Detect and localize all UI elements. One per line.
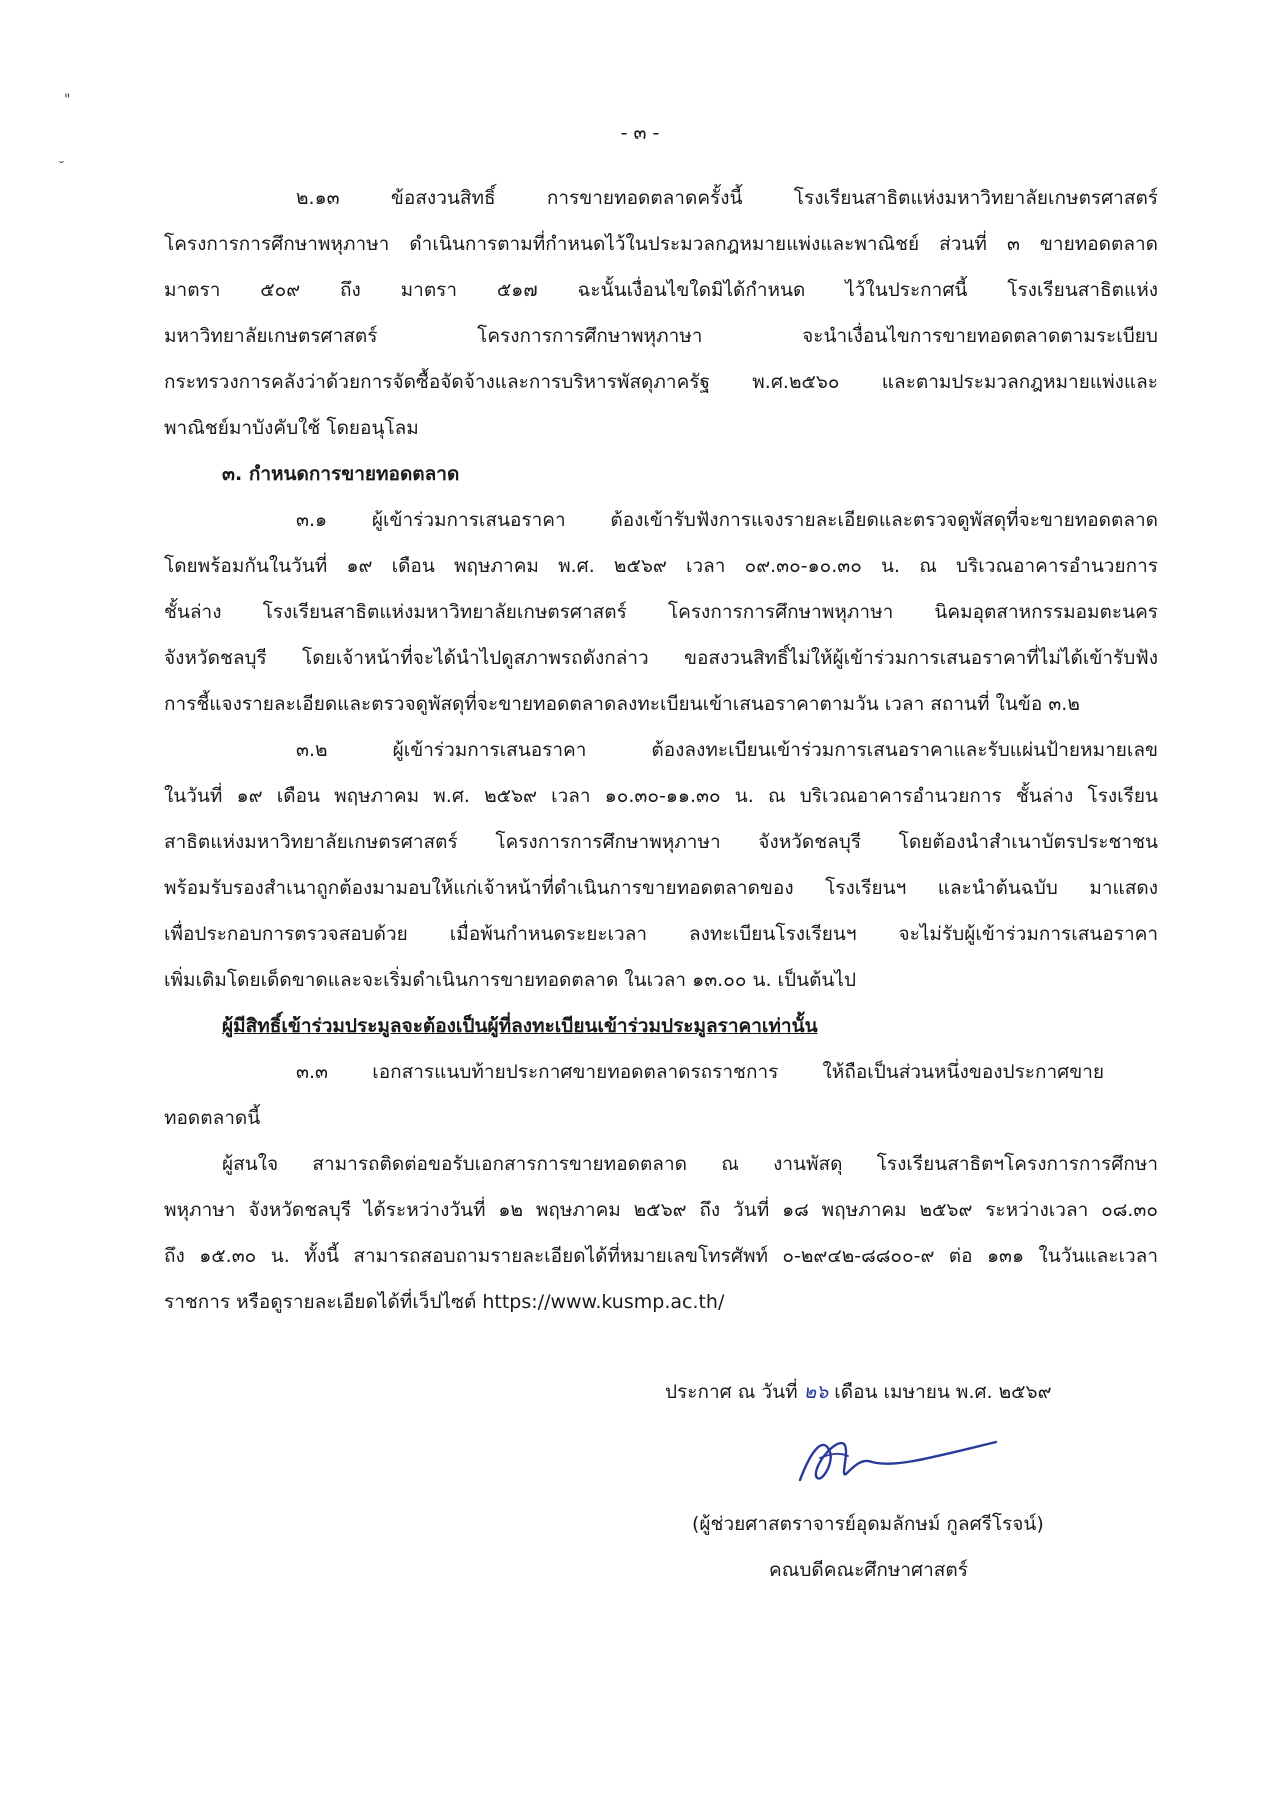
announce-prefix: ประกาศ ณ วันที่ <box>665 1381 798 1403</box>
contact-line-2: พหุภาษา จังหวัดชลบุรี ได้ระหว่างวันที่ ๑๒ พฤษภาคม ๒๕๖๙ ถึง วันที่ ๑๘ พฤษภาคม ๒๕๖๙ ระหว่างเวลา ๐๘.๓๐ <box>164 1199 1158 1221</box>
margin-mark-bottom: ˘ <box>58 160 65 176</box>
signature-scribble <box>790 1418 1010 1498</box>
para-3-1-line-4: จังหวัดชลบุรี โดยเจ้าหน้าที่จะได้นำไปดูสภาพรถดังกล่าว ขอสงวนสิทธิ์ไม่ให้ผู้เข้าร่วมการเสนอราคาที่ไม่ได้เข้ารับฟัง <box>164 647 1158 669</box>
margin-mark-top: " <box>64 92 71 108</box>
para-3-1-line-5: การชี้แจงรายละเอียดและตรวจดูพัสดุที่จะขายทอดตลาดลงทะเบียนเข้าเสนอราคาตามวัน เวลา สถานที่ ในข้อ ๓.๒ <box>164 693 1080 715</box>
signer-name: (ผู้ช่วยศาสตราจารย์อุดมลักษม์ กูลศรีโรจน์) <box>692 1513 1044 1535</box>
announce-month-year: เดือน เมษายน พ.ศ. ๒๕๖๙ <box>834 1381 1052 1403</box>
page-number: - ๓ - <box>620 122 660 144</box>
contact-line-3: ถึง ๑๕.๓๐ น. ทั้งนี้ สามารถสอบถามรายละเอียดได้ที่หมายเลขโทรศัพท์ ๐-๒๙๔๒-๘๘๐๐-๙ ต่อ ๑๓๑ ในวันและเวลา <box>164 1245 1158 1267</box>
contact-line-1: ผู้สนใจ สามารถติดต่อขอรับเอกสารการขายทอดตลาด ณ งานพัสดุ โรงเรียนสาธิตฯโครงการการศึกษา <box>222 1153 1158 1175</box>
eligibility-notice: ผู้มีสิทธิ์เข้าร่วมประมูลจะต้องเป็นผู้ที่ลงทะเบียนเข้าร่วมประมูลราคาเท่านั้น <box>222 1015 818 1037</box>
announcement-date <box>665 1378 1052 1406</box>
para-3-2-line-5: เพื่อประกอบการตรวจสอบด้วย เมื่อพ้นกำหนดระยะเวลา ลงทะเบียนโรงเรียนฯ จะไม่รับผู้เข้าร่วมการเสนอราคา <box>164 923 1158 945</box>
para-3-3-line-1: ๓.๓ เอกสารแนบท้ายประกาศขายทอดตลาดรถราชการ ให้ถือเป็นส่วนหนึ่งของประกาศขาย <box>296 1061 1104 1083</box>
para-3-2-line-6: เพิ่มเติมโดยเด็ดขาดและจะเริ่มดำเนินการขายทอดตลาด ในเวลา ๑๓.๐๐ น. เป็นต้นไป <box>164 969 857 991</box>
para-3-1-line-2: โดยพร้อมกันในวันที่ ๑๙ เดือน พฤษภาคม พ.ศ. ๒๕๖๙ เวลา ๐๙.๓๐-๑๐.๓๐ น. ณ บริเวณอาคารอำนวยการ <box>164 555 1158 577</box>
para-3-3-line-2: ทอดตลาดนี้ <box>164 1107 261 1129</box>
signer-title: คณบดีคณะศึกษาศาสตร์ <box>769 1559 968 1581</box>
para-3-2-line-4: พร้อมรับรองสำเนาถูกต้องมามอบให้แก่เจ้าหน้าที่ดำเนินการขายทอดตลาดของ โรงเรียนฯ และนำต้นฉบับ มาแสดง <box>164 877 1158 899</box>
para-3-2-line-2: ในวันที่ ๑๙ เดือน พฤษภาคม พ.ศ. ๒๕๖๙ เวลา ๑๐.๓๐-๑๑.๓๐ น. ณ บริเวณอาคารอำนวยการ ชั้นล่าง โรงเรียน <box>164 785 1158 807</box>
para-3-1-line-1: ๓.๑ ผู้เข้าร่วมการเสนอราคา ต้องเข้ารับฟังการแจงรายละเอียดและตรวจดูพัสดุที่จะขายทอดตลาด <box>296 509 1158 531</box>
para-3-1-line-3: ชั้นล่าง โรงเรียนสาธิตแห่งมหาวิทยาลัยเกษตรศาสตร์ โครงการการศึกษาพหุภาษา นิคมอุตสาหกรรมอมตะนคร <box>164 601 1158 623</box>
announce-day-handwritten: ๒๖ <box>803 1381 829 1403</box>
para-2-13-line-4: มหาวิทยาลัยเกษตรศาสตร์ โครงการการศึกษาพหุภาษา จะนำเงื่อนไขการขายทอดตลาดตามระเบียบ <box>164 325 1158 347</box>
para-2-13-line-1: ๒.๑๓ ข้อสงวนสิทธิ์ การขายทอดตลาดครั้งนี้ โรงเรียนสาธิตแห่งมหาวิทยาลัยเกษตรศาสตร์ <box>296 187 1158 209</box>
para-3-2-line-1: ๓.๒ ผู้เข้าร่วมการเสนอราคา ต้องลงทะเบียนเข้าร่วมการเสนอราคาและรับแผ่นป้ายหมายเลข <box>296 739 1158 761</box>
contact-line-4: ราชการ หรือดูรายละเอียดได้ที่เว็ปไซต์ https://www.kusmp.ac.th/ <box>164 1291 725 1313</box>
para-2-13-line-2: โครงการการศึกษาพหุภาษา ดำเนินการตามที่กำหนดไว้ในประมวลกฎหมายแพ่งและพาณิชย์ ส่วนที่ ๓ ขายทอดตลาด <box>164 233 1158 255</box>
para-2-13-line-5: กระทรวงการคลังว่าด้วยการจัดซื้อจัดจ้างและการบริหารพัสดุภาครัฐ พ.ศ.๒๕๖๐ และตามประมวลกฎหมายแพ่งและ <box>164 371 1158 393</box>
para-3-2-line-3: สาธิตแห่งมหาวิทยาลัยเกษตรศาสตร์ โครงการการศึกษาพหุภาษา จังหวัดชลบุรี โดยต้องนำสำเนาบัตรประชาชน <box>164 831 1158 853</box>
para-2-13-line-3: มาตรา ๕๐๙ ถึง มาตรา ๕๑๗ ฉะนั้นเงื่อนไขใดมิได้กำหนด ไว้ในประกาศนี้ โรงเรียนสาธิตแห่ง <box>164 279 1158 301</box>
para-2-13-line-6: พาณิชย์มาบังคับใช้ โดยอนุโลม <box>164 417 419 439</box>
section-3-heading: ๓. กำหนดการขายทอดตลาด <box>222 463 460 485</box>
